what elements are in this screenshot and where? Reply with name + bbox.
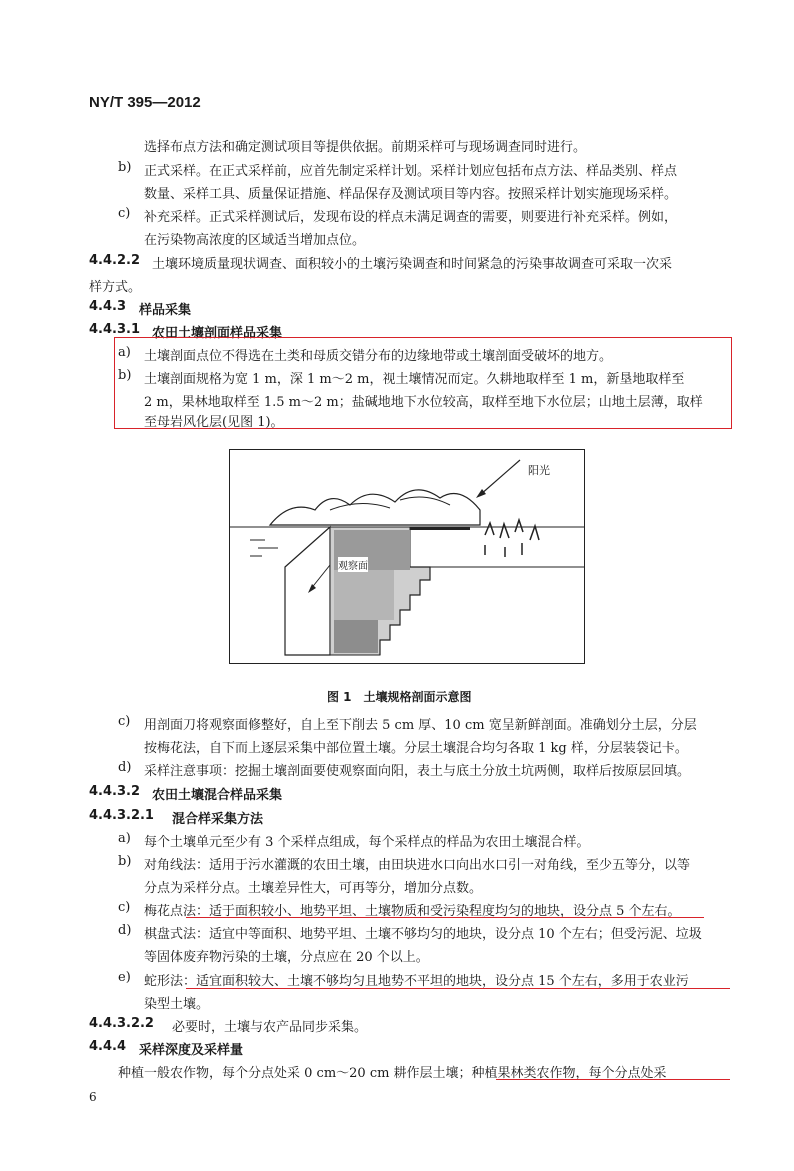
body-line: 土壤剖面点位不得选在土类和母质交错分布的边缘地带或土壤剖面受破坏的地方。 bbox=[144, 349, 613, 364]
page-number: 6 bbox=[89, 1090, 97, 1104]
highlight-underline bbox=[186, 917, 704, 918]
list-label: d) bbox=[118, 760, 132, 775]
clause-title: 混合样采集方法 bbox=[172, 812, 264, 827]
figure-caption: 图 1 土壤规格剖面示意图 bbox=[327, 690, 472, 704]
soil-profile-diagram bbox=[230, 450, 584, 663]
list-label: b) bbox=[118, 854, 132, 869]
clause-number: 4.4.2.2 bbox=[89, 253, 140, 268]
body-line: 样方式。 bbox=[89, 280, 142, 295]
list-label: b) bbox=[118, 160, 132, 175]
figure-label-face: 观察面 bbox=[338, 557, 368, 572]
list-label: c) bbox=[118, 900, 131, 915]
clause-number: 4.4.3 bbox=[89, 299, 127, 314]
highlight-underline bbox=[186, 988, 730, 989]
clause-title: 农田土壤剖面样品采集 bbox=[152, 326, 283, 341]
list-label: c) bbox=[118, 714, 131, 729]
clause-number: 4.4.3.2.2 bbox=[89, 1016, 154, 1031]
list-label: a) bbox=[118, 831, 131, 846]
list-label: b) bbox=[118, 368, 132, 383]
body-line: 染型土壤。 bbox=[144, 997, 210, 1012]
body-line: 选择布点方法和确定测试项目等提供依据。前期采样可与现场调查同时进行。 bbox=[144, 140, 587, 155]
body-line: 2 m，果林地取样至 1.5 m～2 m；盐碱地地下水位较高，取样至地下水位层；山地土层薄，取样 bbox=[144, 395, 703, 410]
body-line: 等固体废弃物污染的土壤，分点应在 20 个以上。 bbox=[144, 950, 429, 965]
body-line: 数量、采样工具、质量保证措施、样品保存及测试项目等内容。按照采样计划实施现场采样。 bbox=[144, 187, 678, 202]
body-line: 蛇形法：适宜面积较大、土壤不够均匀且地势不平坦的地块，设分点 15 个左右，多用于农业污 bbox=[144, 974, 689, 989]
body-line: 土壤剖面规格为宽 1 m，深 1 m～2 m，视土壤情况而定。久耕地取样至 1 m，新垦地取样至 bbox=[144, 372, 685, 387]
list-label: e) bbox=[118, 970, 131, 985]
list-label: c) bbox=[118, 206, 131, 221]
body-line: 必要时，土壤与农产品同步采集。 bbox=[172, 1020, 368, 1035]
body-line: 对角线法：适用于污水灌溉的农田土壤，由田块进水口向出水口引一对角线，至少五等分，以等 bbox=[144, 858, 691, 873]
body-line: 按梅花法，自下而上逐层采集中部位置土壤。分层土壤混合均匀各取 1 kg 样，分层装袋记卡。 bbox=[144, 741, 688, 756]
body-line: 正式采样。在正式采样前，应首先制定采样计划。采样计划应包括布点方法、样品类别、样点 bbox=[144, 164, 678, 179]
body-line: 在污染物高浓度的区域适当增加点位。 bbox=[144, 233, 366, 248]
figure-label-sun: 阳光 bbox=[528, 464, 550, 477]
clause-number: 4.4.4 bbox=[89, 1039, 127, 1054]
clause-number: 4.4.3.2.1 bbox=[89, 808, 154, 823]
clause-number: 4.4.3.2 bbox=[89, 784, 140, 799]
body-line: 用剖面刀将观察面修整好，自上至下削去 5 cm 厚、10 cm 宽呈新鲜剖面。准确划分土层，分层 bbox=[144, 718, 697, 733]
body-line: 种植一般农作物，每个分点处采 0 cm～20 cm 耕作层土壤；种植果林类农作物，每个分点处采 bbox=[118, 1066, 667, 1081]
body-line: 土壤环境质量现状调查、面积较小的土壤污染调查和时间紧急的污染事故调查可采取一次采 bbox=[152, 257, 673, 272]
clause-title: 农田土壤混合样品采集 bbox=[152, 788, 283, 803]
body-line: 采样注意事项：挖掘土壤剖面要使观察面向阳，表土与底土分放土坑两侧，取样后按原层回填。 bbox=[144, 764, 691, 779]
clause-title: 采样深度及采样量 bbox=[139, 1043, 244, 1058]
body-line: 棋盘式法：适宜中等面积、地势平坦、土壤不够均匀的地块，设分点 10 个左右；但受污泥、垃圾 bbox=[144, 927, 702, 942]
list-label: d) bbox=[118, 923, 132, 938]
body-line: 分点为采样分点。土壤差异性大，可再等分，增加分点数。 bbox=[144, 881, 483, 896]
list-label: a) bbox=[118, 345, 131, 360]
clause-number: 4.4.3.1 bbox=[89, 322, 140, 337]
body-line: 补充采样。正式采样测试后，发现布设的样点未满足调查的需要，则要进行补充采样。例如， bbox=[144, 210, 678, 225]
highlight-underline bbox=[496, 1079, 730, 1080]
standard-code: NY/T 395—2012 bbox=[89, 94, 201, 111]
body-line: 梅花点法：适于面积较小、地势平坦、土壤物质和受污染程度均匀的地块，设分点 5 个左右。 bbox=[144, 904, 681, 919]
figure-soil-profile bbox=[229, 449, 585, 664]
body-line: 至母岩风化层(见图 1)。 bbox=[144, 415, 284, 430]
body-line: 每个土壤单元至少有 3 个采样点组成，每个采样点的样品为农田土壤混合样。 bbox=[144, 835, 590, 850]
clause-title: 样品采集 bbox=[139, 303, 192, 318]
